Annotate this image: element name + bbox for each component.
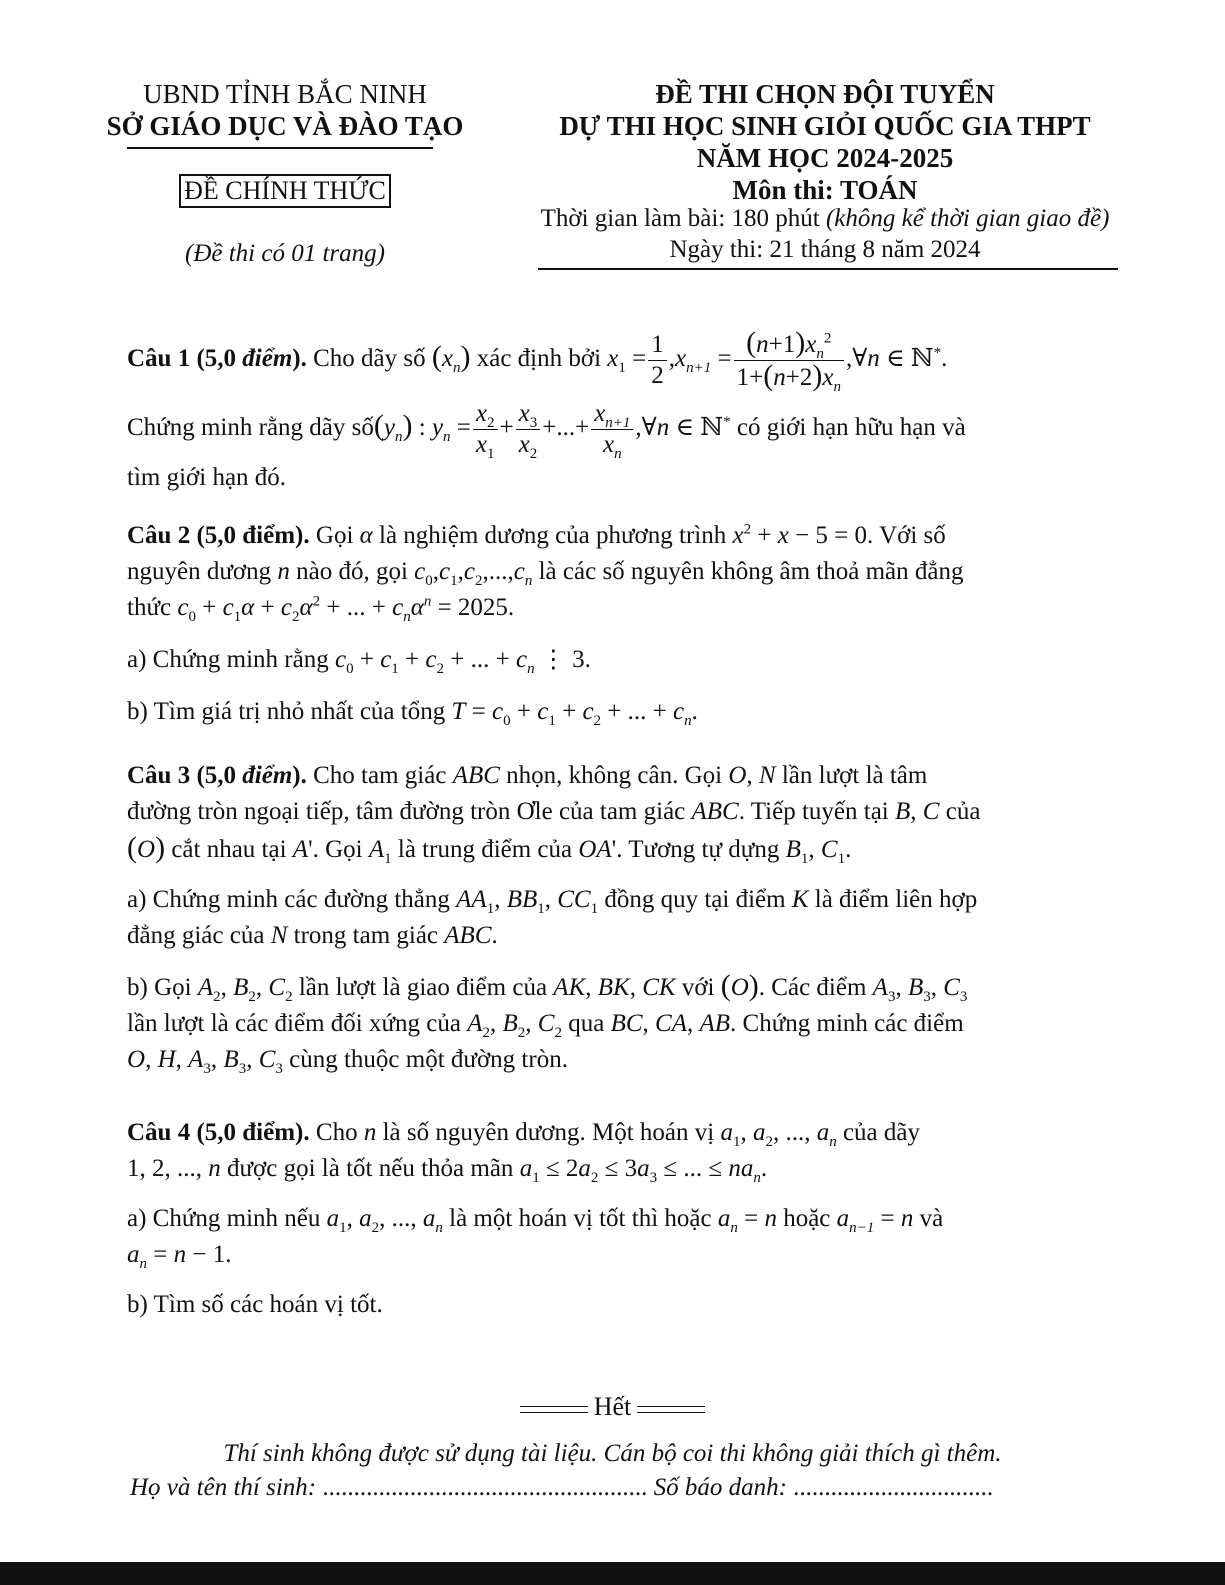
q3-part-b-1: b) Gọi $A_2$, $B_2$, $C_2$ lần lượt là giao điểm của AK, BK, CK với (O). Các điểm $A_3$, $B_3$, $C_3$ bbox=[127, 969, 968, 1005]
page-note: (Đề thi có 01 trang) bbox=[185, 240, 385, 267]
end-rule-right bbox=[637, 1406, 705, 1413]
scan-edge-bar bbox=[0, 1562, 1225, 1585]
left-header-rule bbox=[127, 147, 433, 149]
q2-part-b: b) Tìm giá trị nhỏ nhất của tổng $T = c_0 + c_1 + c_2$ + ... + $c_n$. bbox=[127, 698, 698, 729]
department-name: SỞ GIÁO DỤC VÀ ĐÀO TẠO bbox=[106, 111, 464, 141]
question-1 bbox=[127, 328, 1089, 496]
province-committee: UBND TỈNH BẮC NINH bbox=[143, 79, 427, 109]
candidate-notice: Thí sinh không được sử dụng tài liệu. Cán bộ coi thi không giải thích gì thêm. bbox=[223, 1440, 1002, 1467]
exam-purpose: DỰ THI HỌC SINH GIỎI QUỐC GIA THPT bbox=[559, 111, 1091, 141]
q1-line-1: Câu 1 (5,0 điểm). Cho dãy số $(x_n)$ xác định bởi $x_1$ = $\frac{1}{2}$ $,x_{n+1}$ = $\frac{(n+1)x_n^2}{1+(n+2)x_n}$ ,∀n ∈ ℕ*. bbox=[127, 326, 948, 395]
registration-number-label: Số báo danh: bbox=[647, 1474, 794, 1501]
exam-title: ĐỀ THI CHỌN ĐỘI TUYỂN bbox=[655, 79, 995, 109]
candidate-info-line bbox=[130, 1474, 1090, 1502]
q3-part-a-2: đẳng giác của N trong tam giác ABC. bbox=[127, 922, 498, 949]
q4-part-a-2: $a_n = n - 1$. bbox=[127, 1241, 232, 1272]
q1-line-3: tìm giới hạn đó. bbox=[127, 464, 287, 491]
fraction-one-half: $\frac{1}{2}$ bbox=[648, 330, 667, 391]
candidate-name-field: .................................................... bbox=[322, 1474, 648, 1501]
left-header bbox=[95, 78, 475, 142]
q2-line-2: nguyên dương n nào đó, gọi $c_0,c_1,c_2,...,c_n$ là các số nguyên không âm thoả mãn đẳng bbox=[127, 558, 964, 589]
right-header bbox=[520, 78, 1130, 206]
school-year: NĂM HỌC 2024-2025 bbox=[696, 143, 954, 173]
q4-line-2: 1, 2, ..., n được gọi là tốt nếu thỏa mãn $a_1 \le 2a_2 \le 3a_3$ ≤ ... ≤ $na_n$. bbox=[127, 1155, 768, 1186]
q4-part-a-1: a) Chứng minh nếu $a_1$, $a_2$, ..., $a_n$ là một hoán vị tốt thì hoặc $a_n = n$ hoặc $a_{n-1} = n$ và bbox=[127, 1205, 944, 1236]
question-2 bbox=[127, 518, 1089, 730]
right-header-rule bbox=[538, 268, 1118, 270]
q2-part-a: a) Chứng minh rằng $c_0 + c_1 + c_2$ + ... + $c_n$ ⋮ 3. bbox=[127, 646, 591, 677]
q3-line-2: đường tròn ngoại tiếp, tâm đường tròn Ơle của tam giác ABC. Tiếp tuyến tại B, C của bbox=[127, 798, 981, 825]
exam-date: Ngày thi: 21 tháng 8 năm 2024 bbox=[669, 236, 981, 263]
q2-line-3: thức $c_0 + c_1\alpha + c_2\alpha^2$ + ... + $c_n\alpha^n = 2025$. bbox=[127, 593, 515, 625]
q3-part-b-3: O, H, $A_3$, $B_3$, $C_3$ cùng thuộc một đường tròn. bbox=[127, 1046, 568, 1077]
time-prefix: Thời gian làm bài: 180 phút bbox=[540, 205, 826, 232]
q3-line-1: Câu 3 (5,0 điểm). Cho tam giác ABC nhọn, không cân. Gọi O, N lần lượt là tâm bbox=[127, 762, 928, 789]
time-line bbox=[500, 205, 1150, 233]
q4-part-b: b) Tìm số các hoán vị tốt. bbox=[127, 1291, 383, 1318]
q3-part-b-2: lần lượt là các điểm đối xứng của $A_2$, $B_2$, $C_2$ qua BC, CA, AB. Chứng minh các điểm bbox=[127, 1010, 964, 1041]
end-marker bbox=[0, 1392, 1225, 1422]
end-word: Hết bbox=[593, 1392, 632, 1421]
fraction-recurrence: $\frac{(n+1)x_n^2}{1+(n+2)x_n}$ bbox=[734, 328, 844, 393]
q3-part-a-1: a) Chứng minh các đường thẳng $AA_1$, $BB_1$, $CC_1$ đồng quy tại điểm K là điểm liên hợp bbox=[127, 886, 978, 917]
question-3 bbox=[127, 758, 1089, 1078]
official-box-wrap bbox=[95, 174, 475, 208]
registration-number-field: ................................ bbox=[793, 1474, 994, 1501]
q1-line-2: Chứng minh rằng dãy $số(y_n)$ : $y_n$ = $\frac{x_2}{x_1}$ + $\frac{x_3}{x_2}$ +...+ $\frac{x_{n+1}}{x_n}$ ,∀n ∈ ℕ* có giới hạn hữu hạn và bbox=[127, 400, 966, 462]
q2-line-1: Câu 2 (5,0 điểm). Gọi α là nghiệm dương của phương trình $x^2 + x - 5 = 0$. Với số bbox=[127, 521, 946, 549]
q4-line-1: Câu 4 (5,0 điểm). Cho n là số nguyên dương. Một hoán vị $a_1$, $a_2$, ..., $a_n$ của dãy bbox=[127, 1119, 920, 1150]
time-note: (không kể thời gian giao đề) bbox=[825, 205, 1110, 232]
end-rule-left bbox=[520, 1406, 588, 1413]
official-stamp: ĐỀ CHÍNH THỨC bbox=[179, 174, 391, 208]
subject: Môn thi: TOÁN bbox=[732, 175, 918, 205]
q3-line-3: (O) cắt nhau tại A'. Gọi $A_1$ là trung điểm của OA'. Tương tự dựng $B_1$, $C_1$. bbox=[127, 831, 852, 867]
question-4 bbox=[127, 1115, 1089, 1323]
candidate-name-label: Họ và tên thí sinh: bbox=[130, 1474, 323, 1501]
